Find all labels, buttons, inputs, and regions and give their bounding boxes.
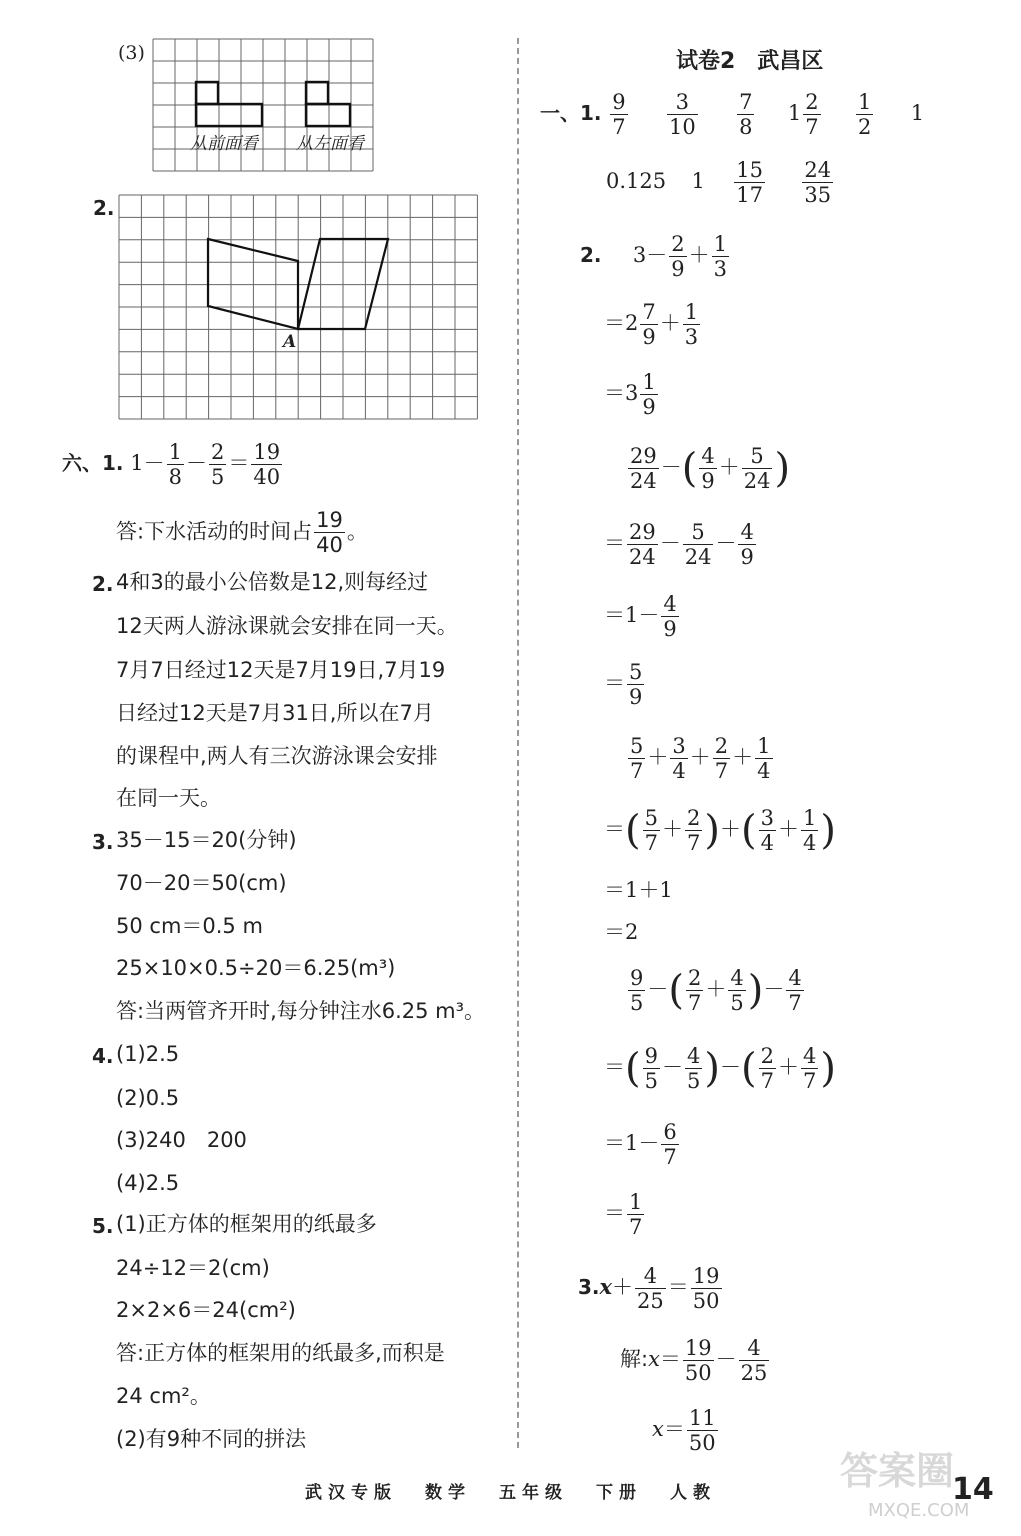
q3-line: 70－20＝50(cm) <box>116 871 287 895</box>
front-view-caption: 从前面看 <box>190 134 258 154</box>
q2-calc-step: ＝3 $\frac{1}{9}$ <box>604 370 656 420</box>
q2-line: 12天两人游泳课就会安排在同一天。 <box>116 614 458 638</box>
q2-calc-1: 2. 3－ $\frac{2}{9}$ ＋ $\frac{1}{3}$ <box>580 232 728 282</box>
q2-calc-2: $\frac{29}{24}$ －( $\frac{4}{9}$ ＋ $\frac{5}{24}$ ) <box>630 444 791 494</box>
column-divider <box>517 38 519 1448</box>
transform-grid <box>118 194 478 422</box>
q4-line: (1)2.5 <box>116 1042 180 1066</box>
q5-line: 2×2×6＝24(cm²) <box>116 1298 296 1322</box>
q3-line: 25×10×0.5÷20＝6.25(m³) <box>116 956 396 980</box>
q2-calc-step: ＝1＋1 <box>604 878 673 902</box>
q4-line: (3)240 200 <box>116 1128 247 1152</box>
q3-solve-result: x＝ $\frac{11}{50}$ <box>652 1406 716 1456</box>
q3-line: 50 cm＝0.5 m <box>116 914 263 938</box>
problem-2-label: 2. <box>93 196 115 220</box>
q2-line: 在同一天。 <box>116 786 221 810</box>
q5-line: 答:正方体的框架用的纸最多,而积是 <box>116 1341 445 1365</box>
q2-label: 2. <box>92 572 114 596</box>
q5-line: 24 cm²。 <box>116 1384 211 1408</box>
q5-line: (1)正方体的框架用的纸最多 <box>116 1212 377 1236</box>
page-footer: 武汉专版 数学 五年级 下册 人教 <box>305 1483 716 1503</box>
q2-calc-step: ＝1－ $\frac{6}{7}$ <box>604 1120 677 1170</box>
q5-line: (2)有9种不同的拼法 <box>116 1427 307 1451</box>
q4-line: (4)2.5 <box>116 1171 180 1195</box>
q2-calc-step: ＝( $\frac{9}{5}$ － $\frac{4}{5}$ )－( $\frac{2}{7}$ ＋ $\frac{4}{7}$ ) <box>604 1044 836 1094</box>
q3-solve-step: 解:x＝ $\frac{19}{50}$ － $\frac{4}{25}$ <box>620 1336 768 1386</box>
q2-calc-step: ＝2 <box>604 920 639 944</box>
problem-3-label: (3) <box>118 42 145 64</box>
q3-label: 3. <box>92 830 114 854</box>
q3-line: 35－15＝20(分钟) <box>116 828 297 852</box>
q2-calc-step: ＝1－ $\frac{4}{9}$ <box>604 592 677 642</box>
q3-answer: 答:当两管齐开时,每分钟注水6.25 m³。 <box>116 999 486 1023</box>
exam-title: 试卷2 武昌区 <box>676 49 824 74</box>
q2-calc-3: $\frac{5}{7}$ ＋ $\frac{3}{4}$ ＋ $\frac{2}{7}$ ＋ $\frac{1}{4}$ <box>630 734 771 784</box>
section-one-row1: 一、1. $\frac{9}{7}$ $\frac{3}{10}$ $\frac{7}{8}$ 1 $\frac{2}{7}$ $\frac{1}{2}$ 1 <box>540 90 925 140</box>
q5-label: 5. <box>92 1214 114 1238</box>
q2-line: 日经过12天是7月31日,所以在7月 <box>116 701 434 725</box>
point-a-label: A <box>283 332 297 352</box>
page-number: 14 <box>952 1472 994 1507</box>
watermark-url: MXQE.COM <box>868 1500 970 1521</box>
front-view-shape <box>196 82 218 104</box>
q3-equation: 3.x＋ $\frac{4}{25}$ ＝ $\frac{19}{50}$ <box>578 1264 720 1314</box>
q2-line: 的课程中,两人有三次游泳课会安排 <box>116 744 438 768</box>
q4-line: (2)0.5 <box>116 1086 180 1110</box>
q2-calc-step: ＝ $\frac{1}{7}$ <box>604 1190 643 1240</box>
q1-answer: 答:下水活动的时间占 $\frac{19}{40}$ 。 <box>116 508 368 558</box>
q2-line: 4和3的最小公倍数是12,则每经过 <box>116 570 429 594</box>
q5-line: 24÷12＝2(cm) <box>116 1256 270 1280</box>
q2-line: 7月7日经过12天是7月19日,7月19 <box>116 658 446 682</box>
watermark-logo: 答案圈 <box>840 1449 955 1493</box>
q2-calc-step: ＝2 $\frac{7}{9}$ ＋ $\frac{1}{3}$ <box>604 300 699 350</box>
q2-calc-4: $\frac{9}{5}$ －( $\frac{2}{7}$ ＋ $\frac{4}{5}$ )－ $\frac{4}{7}$ <box>630 966 802 1016</box>
section-one-row2: 0.125 1 $\frac{15}{17}$ $\frac{24}{35}$ <box>606 158 832 208</box>
q2-calc-step: ＝ $\frac{5}{9}$ <box>604 660 643 710</box>
side-view-caption: 从左面看 <box>296 134 364 154</box>
q2-calc-step: ＝( $\frac{5}{7}$ ＋ $\frac{2}{7}$ )＋( $\frac{3}{4}$ ＋ $\frac{1}{4}$ ) <box>604 806 836 856</box>
q2-calc-step: ＝ $\frac{29}{24}$ － $\frac{5}{24}$ － $\frac{4}{9}$ <box>604 520 754 570</box>
q4-label: 4. <box>92 1044 114 1068</box>
section-six-q1: 六、1. 1－ $\frac{1}{8}$ － $\frac{2}{5}$ ＝ $\frac{19}{40}$ <box>62 440 281 490</box>
